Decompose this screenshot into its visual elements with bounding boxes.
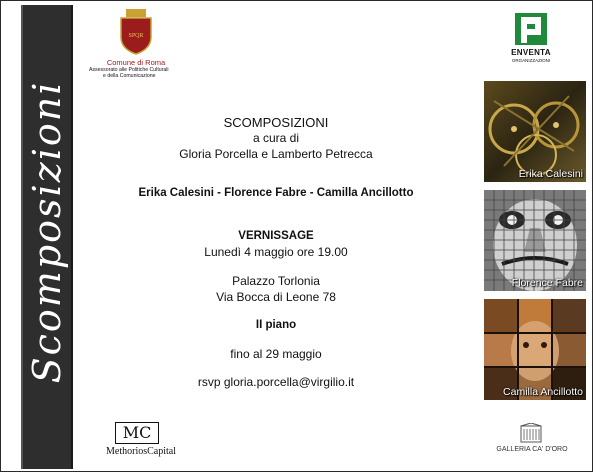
photo-caption: Florence Fabre bbox=[511, 277, 583, 289]
enventa-logo-icon bbox=[513, 11, 549, 47]
photo-caption: Camilla Ancillotto bbox=[503, 386, 583, 398]
photo-caption: Erika Calesini bbox=[518, 168, 583, 180]
galleria-building-icon bbox=[520, 423, 542, 443]
address: Via Bocca di Leone 78 bbox=[216, 290, 336, 304]
artwork-photo-camilla-ancillotto bbox=[484, 299, 586, 400]
rome-name: Comune di Roma bbox=[106, 58, 166, 67]
floor: II piano bbox=[255, 319, 297, 331]
methorios-capital-logo: MC bbox=[115, 422, 159, 444]
rome-office-line2: e della Comunicazione bbox=[103, 73, 156, 80]
crest-text: SPQR bbox=[128, 33, 144, 39]
curators: Gloria Porcella e Lamberto Petrecca bbox=[179, 147, 373, 161]
end-date: fino al 29 maggio bbox=[230, 347, 322, 361]
artwork-photo-erika-calesini bbox=[484, 81, 586, 182]
rome-crest-icon bbox=[118, 9, 154, 55]
enventa-subtitle: ORGANIZZAZIONI bbox=[511, 58, 551, 63]
vertical-title: Scomposizioni bbox=[25, 80, 69, 384]
methorios-capital-name: MethoriosCapital bbox=[106, 446, 176, 457]
venue: Palazzo Torlonia bbox=[232, 274, 320, 288]
rsvp: rsvp gloria.porcella@virgilio.it bbox=[197, 375, 355, 389]
curated-by: a cura di bbox=[252, 131, 300, 145]
galleria-name: GALLERIA CA' D'ORO bbox=[496, 446, 568, 453]
rome-office bbox=[89, 67, 199, 79]
rome-office-line1: Assessorato alle Politiche Culturali bbox=[89, 67, 169, 73]
vertical-title-strip bbox=[21, 5, 73, 469]
vernissage-date: Lunedì 4 maggio ore 19.00 bbox=[204, 245, 348, 259]
enventa-name: ENVENTA bbox=[511, 48, 551, 57]
vernissage-label: VERNISSAGE bbox=[238, 230, 314, 242]
event-title: SCOMPOSIZIONI bbox=[223, 115, 329, 130]
artists: Erika Calesini - Florence Fabre - Camilla Ancillotto bbox=[138, 187, 414, 199]
artwork-photo-florence-fabre bbox=[484, 190, 586, 291]
